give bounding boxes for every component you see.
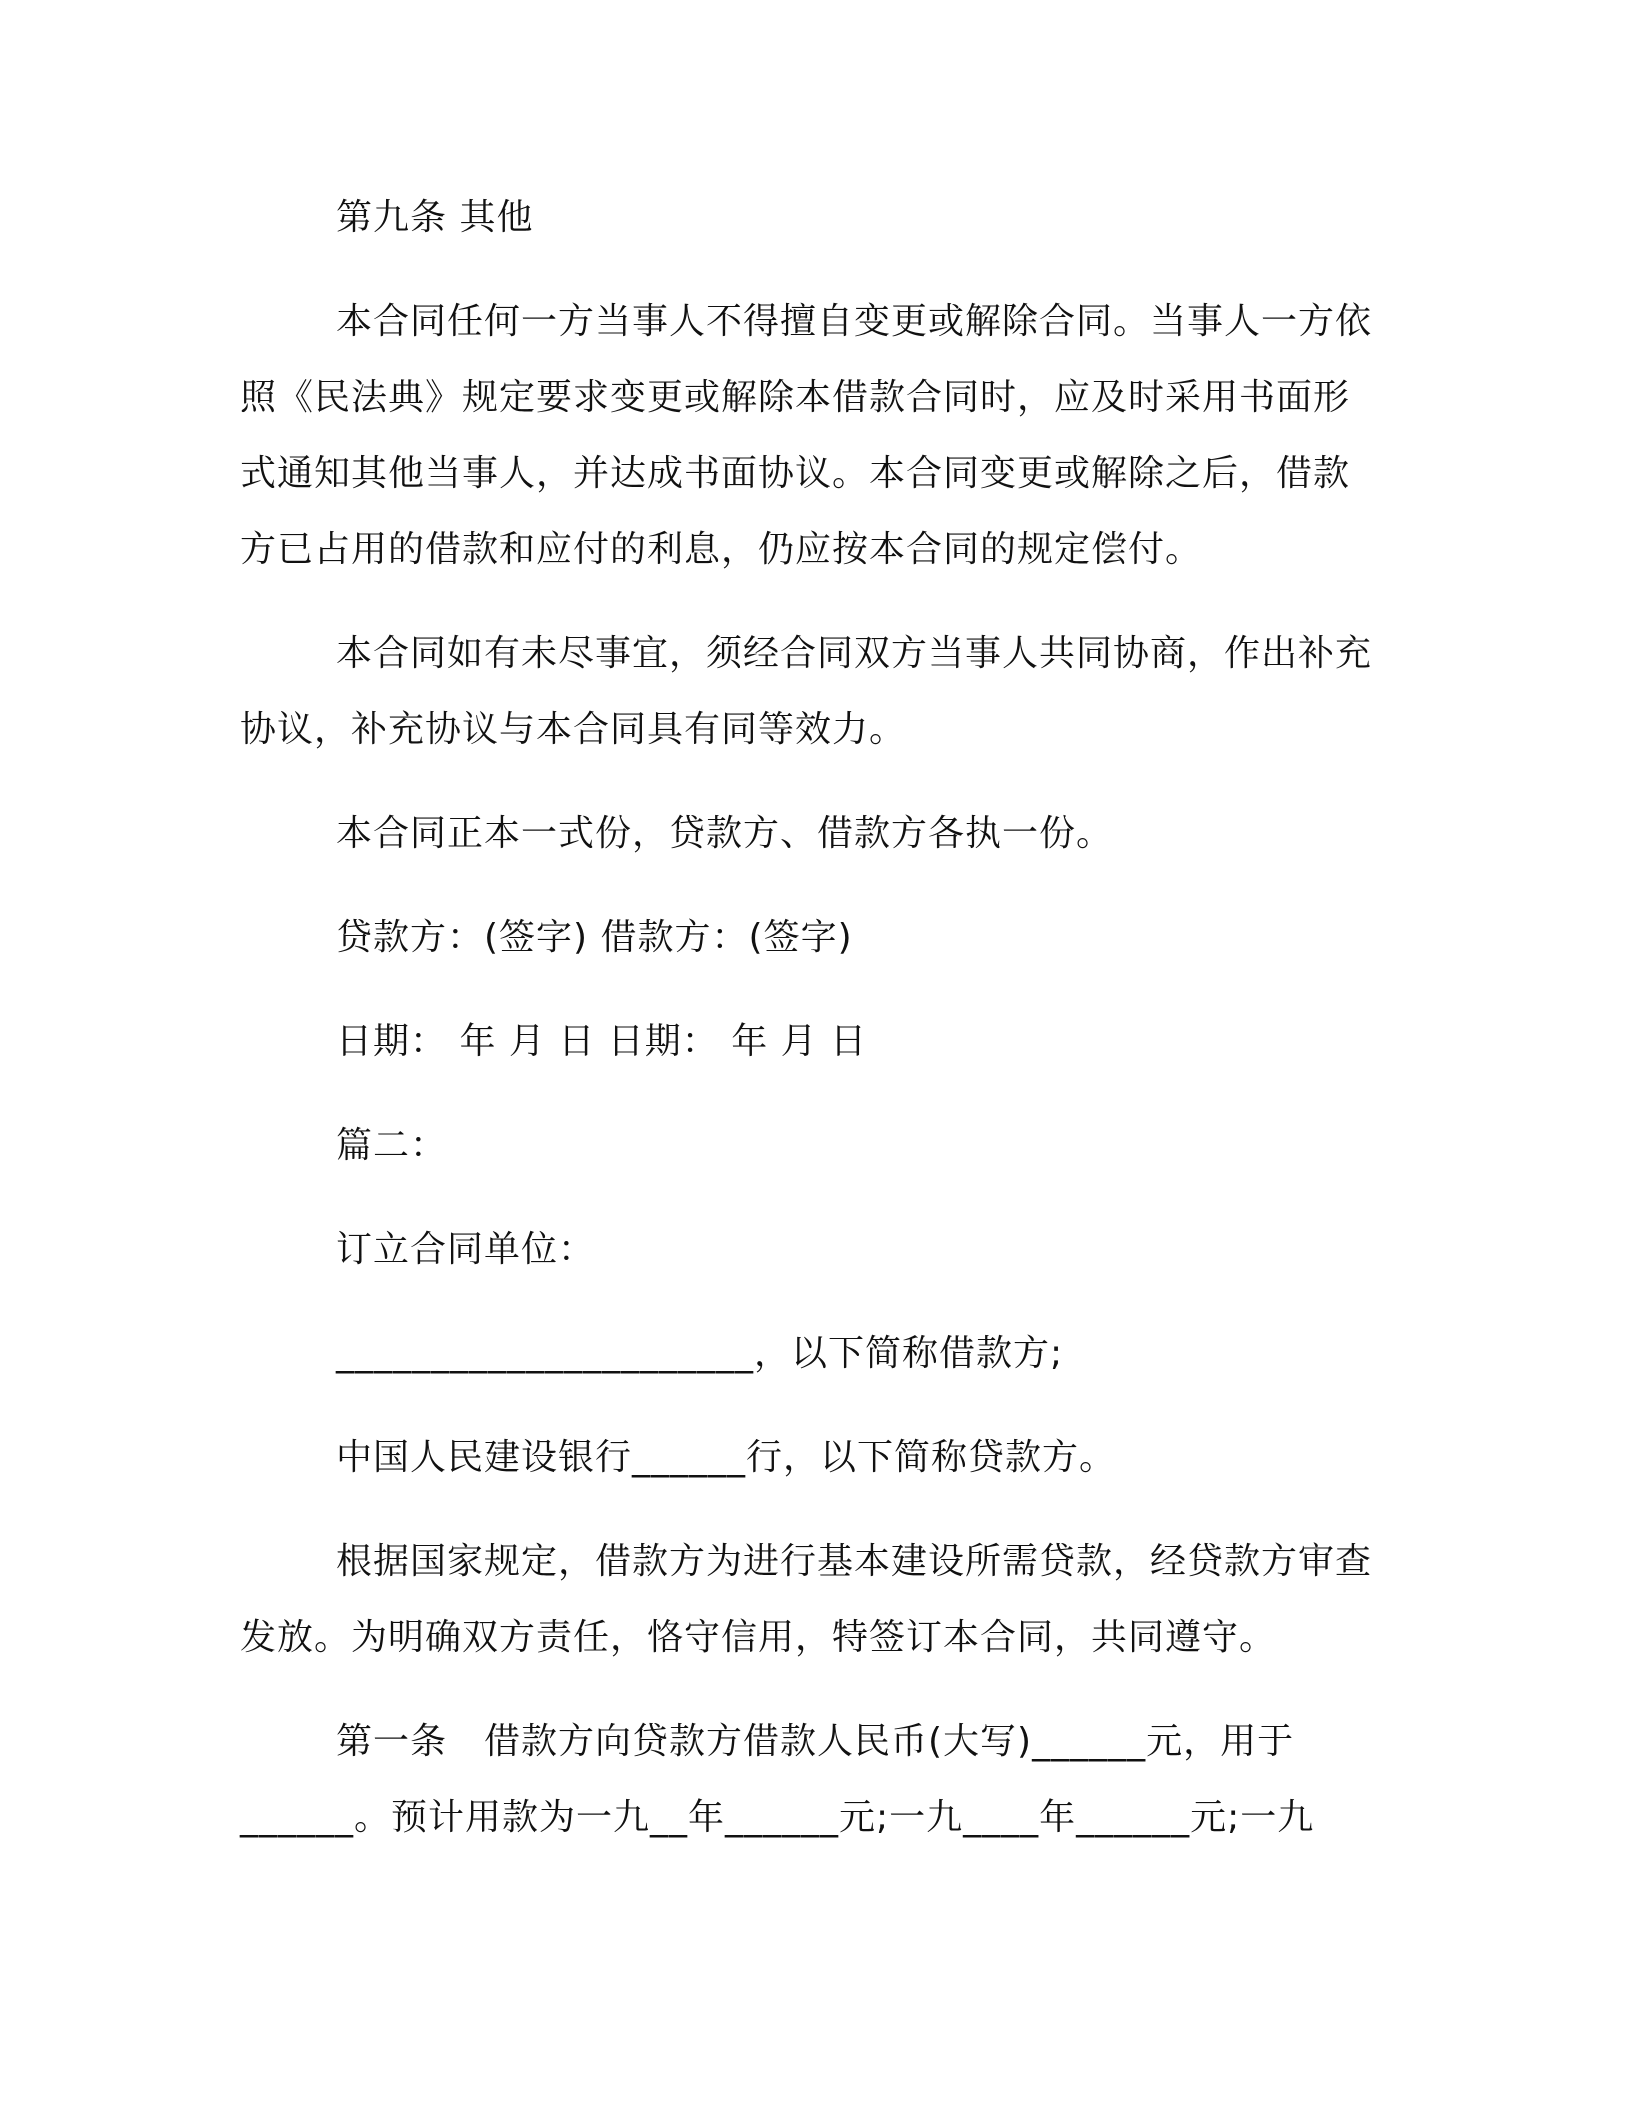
paragraph-copies: 本合同正本一式份，贷款方、借款方各执一份。 [336,813,1114,854]
date-line: 日期： 年 月 日 日期： 年 月 日 [336,1021,868,1062]
borrower-line: ______________________，以下简称借款方; [336,1333,1064,1374]
signature-line: 贷款方：(签字) 借款方：(签字) [336,917,853,958]
article-9-heading: 第九条 其他 [336,197,534,238]
contract-units-label: 订立合同单位： [336,1229,596,1270]
lender-line: 中国人民建设银行______行，以下简称贷款方。 [336,1437,1117,1478]
part-2-heading: 篇二： [336,1125,448,1166]
paragraph-supplementary-agreement: 本合同如有未尽事宜，须经合同双方当事人共同协商，作出补充协议，补充协议与本合同具有同等效力。 [240,633,1373,750]
document-page [240,180,1380,1856]
article-1-paragraph: 第一条 借款方向贷款方借款人民币(大写)______元，用于______。预计用款为一九__年______元;一九____年______元;一九 [240,1721,1315,1838]
paragraph-modification-clause: 本合同任何一方当事人不得擅自变更或解除合同。当事人一方依照《民法典》规定要求变更或解除本借款合同时，应及时采用书面形式通知其他当事人，并达成书面协议。本合同变更或解除之后，借款方已占用的借款和应付的利息，仍应按本合同的规定偿付。 [240,301,1373,570]
paragraph-purpose: 根据国家规定，借款方为进行基本建设所需贷款，经贷款方审查发放。为明确双方责任，恪守信用，特签订本合同，共同遵守。 [240,1541,1373,1658]
